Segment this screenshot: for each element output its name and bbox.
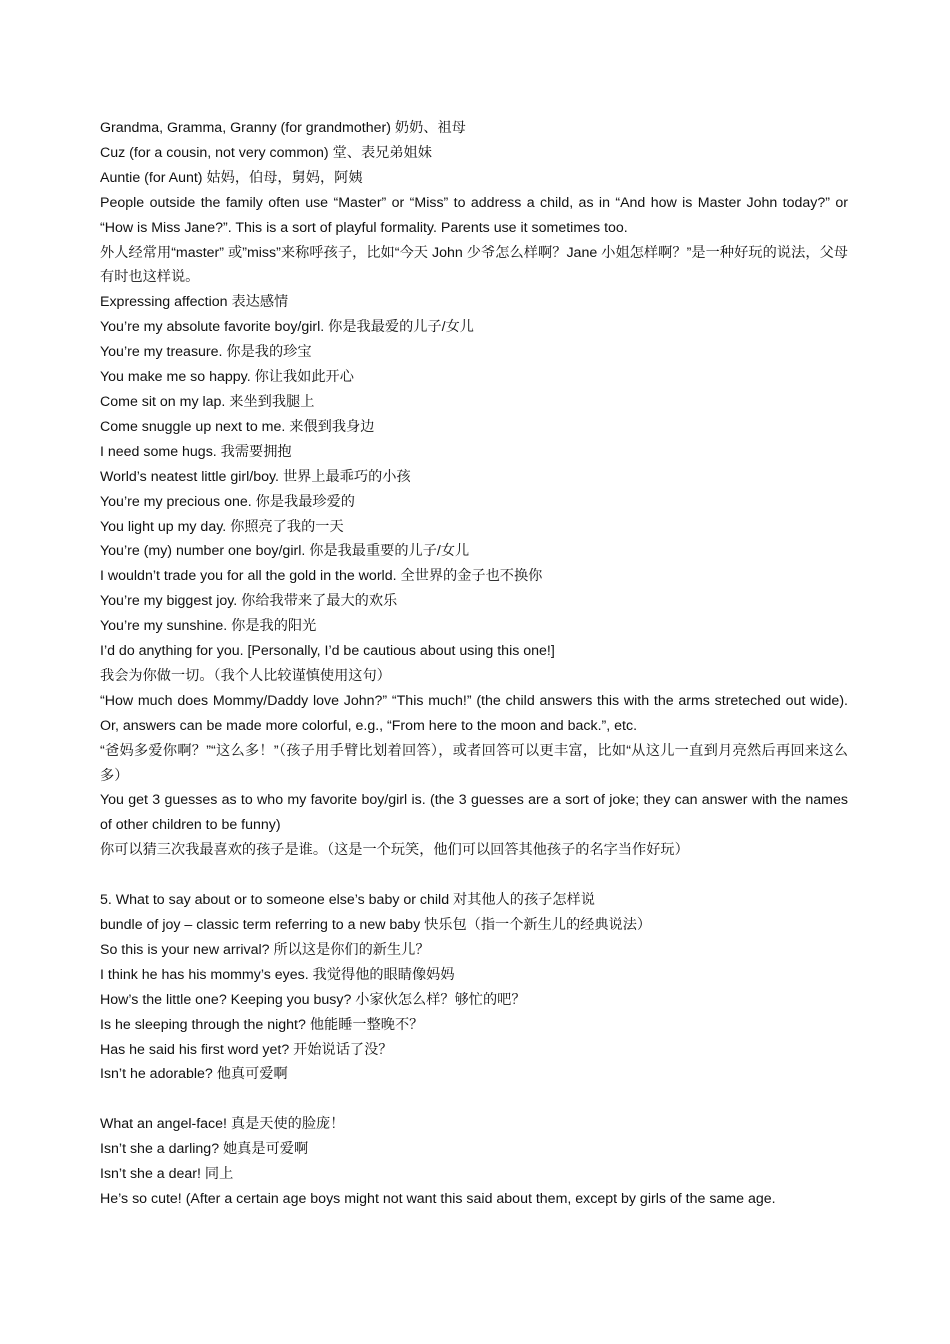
text-line-joy: You’re my biggest joy. 你给我带来了最大的欢乐 [100, 593, 398, 610]
paragraph-how-much: “How much does Mommy/Daddy love John?” “This much!” (the child answers this with the arms streteched out wide). Or, answers can be made more colorful, e.g., “From here to the moon and back.”, etc. [100, 692, 848, 734]
text-line-mommys-eyes: I think he has his mommy’s eyes. 我觉得他的眼睛像妈妈 [100, 966, 455, 983]
text-line-treasure: You’re my treasure. 你是我的珍宝 [100, 344, 312, 361]
text-line-guesses-chinese: 你可以猜三次我最喜欢的孩子是谁。（这是一个玩笑，他们可以回答其他孩子的名字当作好玩） [100, 842, 689, 859]
text-line-sleeping: Is he sleeping through the night? 他能睡一整晚不？ [100, 1016, 424, 1033]
text-line-first-word: Has he said his first word yet? 开始说话了没？ [100, 1041, 393, 1058]
text-line-little-one: How’s the little one? Keeping you busy? 小家伙怎么样？够忙的吧？ [100, 991, 526, 1008]
section-heading-expressing-affection: Expressing affection 表达感情 [100, 294, 289, 311]
blank-line [100, 863, 848, 888]
text-line-snuggle: Come snuggle up next to me. 来偎到我身边 [100, 418, 375, 435]
paragraph-guesses: You get 3 guesses as to who my favorite boy/girl is. (the 3 guesses are a sort of joke; they can answer with the names of other children to be funny) [100, 792, 848, 834]
paragraph-how-much-chinese: “爸妈多爱你啊？”“这么多！”（孩子用手臂比划着回答），或者回答可以更丰富，比如“从这儿一直到月亮然后再回来这么多） [100, 742, 848, 784]
text-line-sunshine: You’re my sunshine. 你是我的阳光 [100, 618, 317, 635]
document-page [100, 116, 848, 1212]
text-line-anything-chinese: 我会为你做一切。（我个人比较谨慎使用这句） [100, 667, 391, 684]
section-heading-other-baby: 5. What to say about or to someone else’s baby or child 对其他人的孩子怎样说 [100, 892, 595, 909]
text-line-neatest: World’s neatest little girl/boy. 世界上最乖巧的小孩 [100, 468, 411, 485]
text-line-hugs: I need some hugs. 我需要拥抱 [100, 443, 292, 460]
text-line-gold: I wouldn’t trade you for all the gold in the world. 全世界的金子也不换你 [100, 568, 543, 585]
text-line-number-one: You’re (my) number one boy/girl. 你是我最重要的儿子/女儿 [100, 543, 470, 560]
text-line-new-arrival: So this is your new arrival? 所以这是你们的新生儿？ [100, 941, 430, 958]
text-line-grandma: Grandma, Gramma, Granny (for grandmother) 奶奶、祖母 [100, 120, 466, 136]
text-line-cuz: Cuz (for a cousin, not very common) 堂、表兄弟姐妹 [100, 144, 432, 161]
text-line-adorable: Isn’t he adorable? 他真可爱啊 [100, 1066, 288, 1083]
text-line-bundle-of-joy: bundle of joy – classic term referring to a new baby 快乐包（指一个新生儿的经典说法） [100, 916, 652, 933]
text-line-lap: Come sit on my lap. 来坐到我腿上 [100, 393, 315, 410]
blank-line [100, 1087, 848, 1112]
text-line-dear: Isn’t she a dear! 同上 [100, 1166, 234, 1183]
text-line-angel-face: What an angel-face! 真是天使的脸庞！ [100, 1116, 345, 1133]
text-line-anything: I’d do anything for you. [Personally, I’d be cautious about using this one!] [100, 643, 555, 660]
text-line-happy: You make me so happy. 你让我如此开心 [100, 369, 354, 386]
text-line-favorite: You’re my absolute favorite boy/girl. 你是我最爱的儿子/女儿 [100, 319, 474, 336]
text-line-darling: Isn’t she a darling? 她真是可爱啊 [100, 1141, 309, 1158]
text-line-auntie: Auntie (for Aunt) 姑妈，伯母，舅妈，阿姨 [100, 169, 363, 186]
paragraph-master-miss: People outside the family often use “Master” or “Miss” to address a child, as in “And how is Master John today?” or “How is Miss Jane?”. This is a sort of playful formality. Parents use it sometimes too. [100, 194, 848, 236]
text-line-precious: You’re my precious one. 你是我最珍爱的 [100, 493, 355, 510]
paragraph-master-miss-chinese: 外人经常用“master” 或”miss”来称呼孩子，比如“今天 John 少爷怎么样啊？Jane 小姐怎样啊？”是一种好玩的说法，父母有时也这样说。 [100, 244, 848, 286]
text-line-cute: He’s so cute! (After a certain age boys might not want this said about them, except by girls of the same age. [100, 1190, 776, 1207]
text-line-light-up: You light up my day. 你照亮了我的一天 [100, 518, 344, 535]
